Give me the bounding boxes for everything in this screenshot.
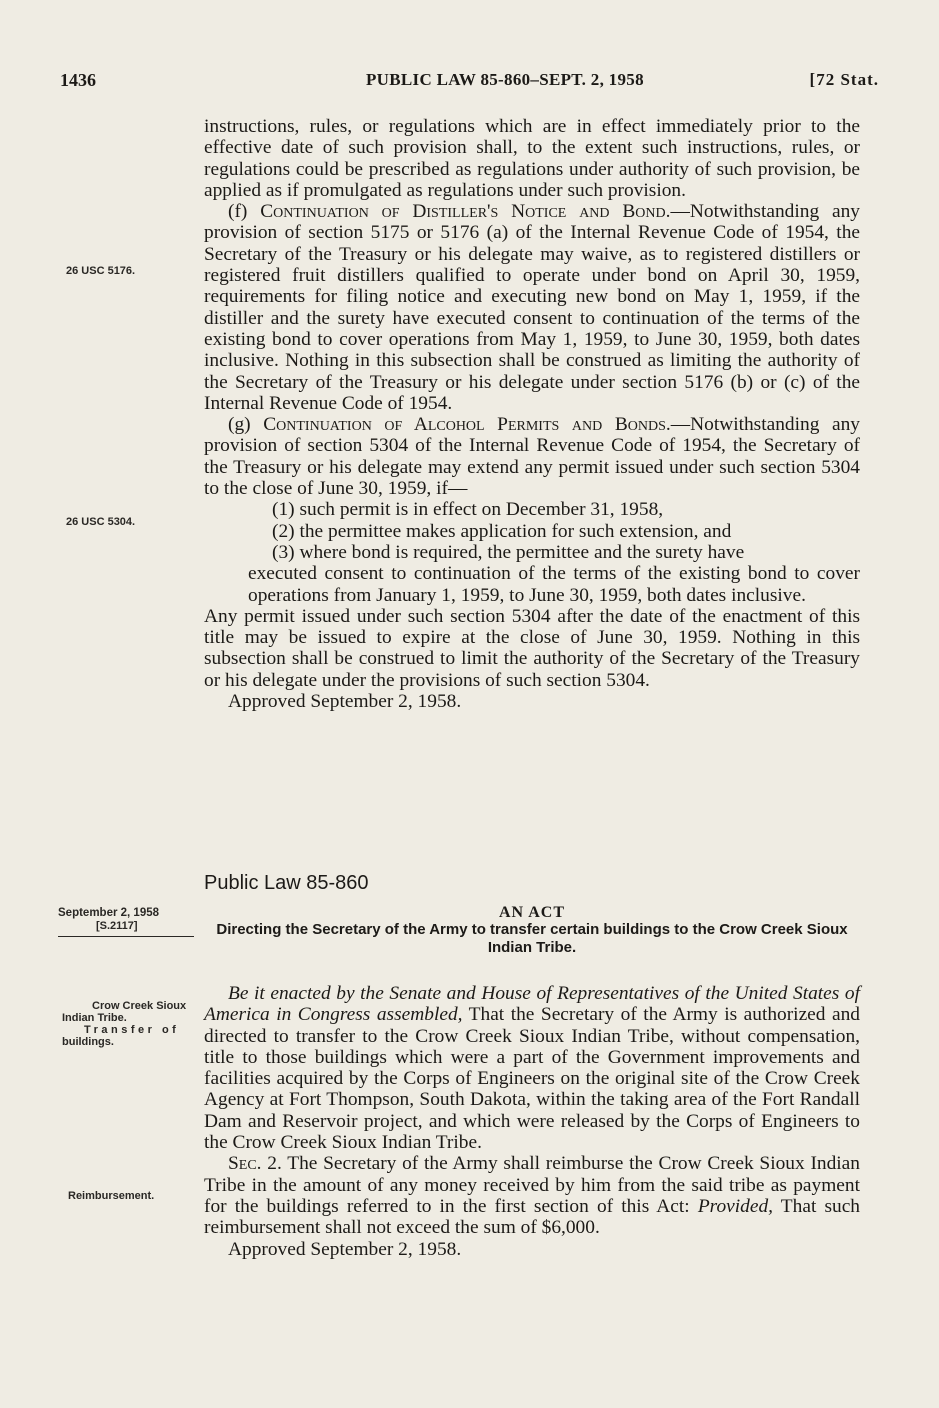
page-number: 1436 [60, 70, 96, 90]
margin-note-date: September 2, 1958 [58, 907, 160, 919]
subsection-g-heading: Continuation of Alcohol Permits and Bonds. [263, 414, 671, 436]
margin-note-subject-3: Transfer of [84, 1024, 180, 1036]
list-item-1: (1) such permit is in effect on December 31, 1958, [272, 499, 664, 521]
act-description: Directing the Secretary of the Army to transfer certain buildings to the Crow Creek Sioux Indian Tribe. [216, 921, 848, 956]
enacting-clause: Be it enacted by the Senate and House of Representatives of the United States of America in Congress assembled, [204, 983, 860, 1026]
act-heading: AN ACT [498, 904, 565, 921]
subsection-f: (f) Continuation of Distiller's Notice and Bond.—Notwithstanding any provision of section 5175 or 5176 (a) of the Internal Revenue Code of 1954, the Secretary of the Treasury or his delegate may waive, as to registered distillers or registered fruit distillers qualified to operate under bond on April 30, 1959, requirements for filing notice and executing new bond on May 1, 1959, if the distiller and the surety have executed consent to continuation of the terms of the existing bond to cover operations from May 1, 1959, to June 30, 1959, both dates inclusive. Nothing in this subsection shall be construed as limiting the authority of the Secretary of the Treasury or his delegate under section 5176 (b) or (c) of the Internal Revenue Code of 1954. [204, 201, 860, 414]
margin-note-reimbursement: Reimbursement. [68, 1190, 155, 1202]
section-2: Sec. 2. The Secretary of the Army shall reimburse the Crow Creek Sioux Indian Tribe in the amount of any money received by him from the said tribe as payment for the buildings referred to in the first section of this Act: Provided, That such reimbursement shall not exceed the sum of $6,000. [204, 1153, 861, 1239]
approval-line: Approved September 2, 1958. [228, 691, 462, 713]
statute-volume: [72 Stat. [809, 70, 879, 89]
margin-note-usc-5176: 26 USC 5176. [66, 265, 136, 277]
running-title: PUBLIC LAW 85-860–SEPT. 2, 1958 [366, 70, 644, 89]
approval-line-2: Approved September 2, 1958. [228, 1238, 462, 1260]
subsection-g-closing: Any permit issued under such section 5304 after the date of the enactment of this title may be issued to expire at the close of June 30, 1959. Nothing in this subsection shall be construed to limit the authority of the Secretary of the Treasury or his delegate under the provisions of such section 5304. [204, 605, 860, 691]
public-law-title: Public Law 85-860 [204, 872, 369, 894]
section-1: Be it enacted by the Senate and House of Representatives of the United States of America in Congress assembled, That the Secretary of the Army is authorized and directed to transfer to the Crow Creek Sioux Indian Tribe, without compensation, title to those buildings which were a part of the Government improvements and facilities acquired by the Corps of Engineers on the original site of the Crow Creek Agency at Fort Thompson, South Dakota, within the taking area of the Fort Randall Dam and Reservoir project, and which were released by the Corps of Engineers to the Crow Creek Sioux Indian Tribe. [204, 983, 860, 1154]
act-text [204, 983, 860, 1260]
list-item-3: (3) where bond is required, the permittee and the surety have executed consent to continuation of the terms of the existing bond to cover operations from January 1, 1959, to June 30, 1959, both dates inclusive. [248, 541, 860, 606]
margin-note-bill: [S.2117] [96, 920, 138, 932]
margin-rule [58, 936, 194, 937]
margin-note-subject-1: Crow Creek Sioux [92, 1000, 187, 1012]
running-header [60, 70, 879, 100]
paragraph-intro: instructions, rules, or regulations which are in effect immediately prior to the effective date of such provision shall, to the extent such instructions, rules, or regulations could be prescribed as regulations under authority of such provision, be applied as if promulgated as regulations under such provision. [204, 116, 860, 201]
subsection-g: (g) Continuation of Alcohol Permits and Bonds.—Notwithstanding any provision of section 5304 of the Internal Revenue Code of 1954, the Secretary of the Treasury or his delegate may extend any permit issued under such section 5304 to the close of June 30, 1959, if— [204, 414, 860, 500]
margin-note-usc-5304: 26 USC 5304. [66, 516, 136, 528]
subsection-f-heading: Continuation of Distiller's Notice and Bond. [260, 201, 671, 223]
margin-note-subject-2: Indian Tribe. [62, 1012, 127, 1024]
margin-note-subject-4: buildings. [62, 1036, 114, 1048]
section-text [204, 116, 860, 712]
list-item-2: (2) the permittee makes application for such extension, and [272, 520, 732, 542]
